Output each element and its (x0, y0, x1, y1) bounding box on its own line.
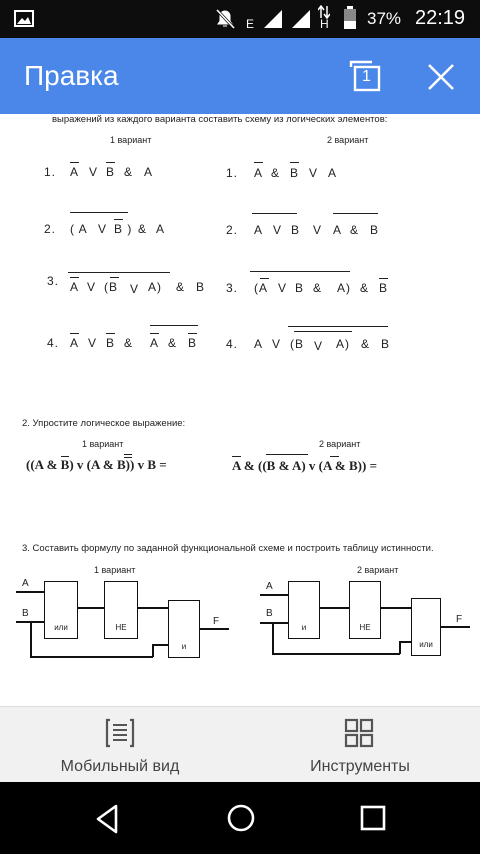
pages-count: 1 (362, 68, 371, 85)
bottom-toolbar (0, 706, 480, 783)
app-bar (0, 38, 480, 114)
gallery-notification-icon (14, 10, 34, 32)
gate-and-2: и (288, 581, 320, 639)
document-view[interactable]: выражений из каждого варианта составить схему из логических элементов: 1 вариант 2 вариант 1. A V B & A 1. A & B V A 2. ( A V B ) & A 2. A V B V A & B 3. A V (B V A) & B 3. (A V B & A) & B 4. A V B & A & B 4. A V (B V A) & B 2. Упростите логическое выражение: 1 вариант 2 вариант ((A & B) v (A & B)) v B = A & ((B & A) v (A & B)) = 3. Составить формулу по заданной функциональной схеме и построить таблицу истинности. 1 вариант 2 вариант A B или НЕ и F A B и НЕ или F (0, 114, 480, 706)
mobile-view-button[interactable] (40, 707, 200, 783)
row4-left-number: 4. (47, 336, 60, 350)
mute-icon (214, 8, 236, 35)
row3-right-number: 3. (226, 281, 239, 295)
row3-left-number: 3. (47, 274, 60, 288)
network-type-h: H (320, 17, 329, 31)
task3-heading: 3. Составить формулу по заданной функциональной схеме и построить таблицу истинности. (22, 543, 434, 554)
gate-not-1: НЕ (104, 581, 138, 639)
recents-button[interactable] (356, 801, 390, 835)
mobile-view-icon (105, 717, 135, 749)
status-bar (0, 0, 480, 38)
home-button[interactable] (224, 801, 258, 835)
system-nav-bar (0, 782, 480, 854)
signal-icon-1 (262, 8, 284, 35)
task3-variant1-label: 1 вариант (94, 565, 136, 575)
task3-variant2-label: 2 вариант (357, 565, 399, 575)
back-icon (90, 802, 124, 836)
battery-percent: 37% (367, 9, 402, 28)
task1-variant1-label: 1 вариант (110, 135, 152, 145)
close-icon (424, 60, 458, 94)
page-title: Правка (24, 60, 119, 91)
row1-left-number: 1. (44, 165, 57, 179)
task2-variant2-label: 2 вариант (319, 439, 361, 449)
back-button[interactable] (90, 802, 124, 836)
task2-expr-left: ((A & B) v (A & B)) v B = (26, 457, 167, 472)
home-icon (224, 801, 258, 835)
row4-right-number: 4. (226, 337, 239, 351)
pages-button[interactable] (346, 58, 382, 94)
row2-left-number: 2. (44, 222, 57, 236)
tools-icon (344, 718, 374, 748)
gate-and-1: и (168, 600, 200, 658)
clock: 22:19 (415, 7, 466, 29)
gate-or-1: или (44, 581, 78, 639)
gate-not-2: НЕ (349, 581, 381, 639)
task2-heading: 2. Упростите логическое выражение: (22, 418, 186, 429)
task2-expr-right: A & ((B & A) v (A & B)) = (232, 458, 377, 473)
tools-button[interactable] (290, 707, 430, 783)
task2-variant1-label: 1 вариант (82, 439, 124, 449)
row2-right-number: 2. (226, 223, 239, 237)
recents-icon (356, 801, 390, 835)
battery-icon (343, 6, 357, 35)
close-button[interactable] (424, 60, 458, 94)
signal-icon-2 (290, 8, 312, 35)
row1-right-number: 1. (226, 166, 239, 180)
gate-or-2: или (411, 598, 441, 656)
intro-text: выражений из каждого варианта составить схему из логических элементов: (52, 114, 388, 125)
network-type-e: E (246, 17, 255, 31)
mobile-view-label: Мобильный вид (60, 758, 180, 775)
task1-variant2-label: 2 вариант (327, 135, 369, 145)
tools-label: Инструменты (310, 758, 410, 775)
